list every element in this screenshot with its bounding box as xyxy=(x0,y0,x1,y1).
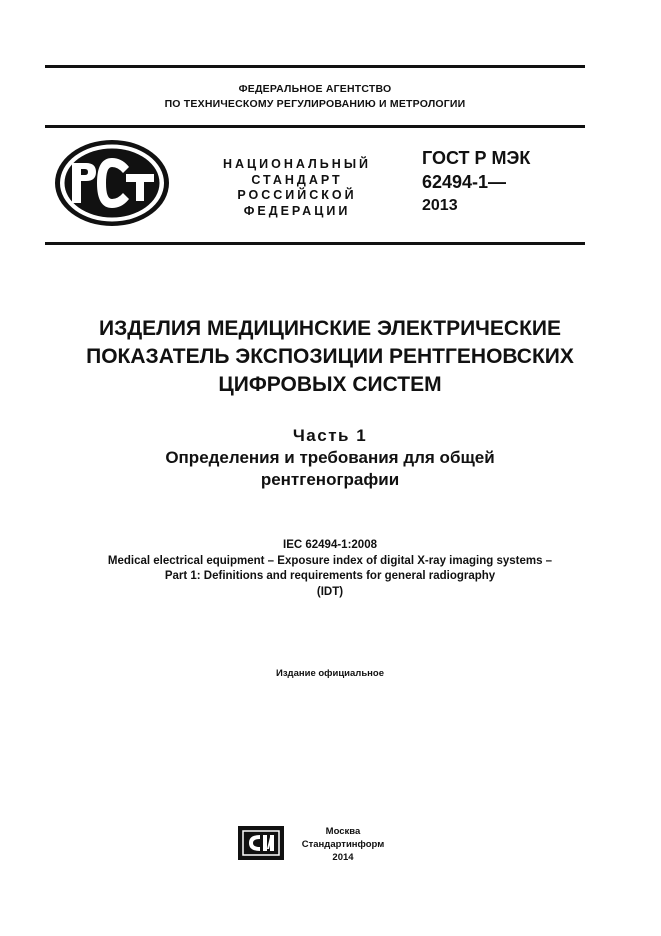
agency-name xyxy=(45,82,585,112)
publisher-info xyxy=(298,825,388,864)
header-bottom-rule xyxy=(45,242,585,245)
official-edition-label: Издание официальное xyxy=(276,668,384,679)
title-line-2: ПОКАЗАТЕЛЬ ЭКСПОЗИЦИИ РЕНТГЕНОВСКИХ xyxy=(86,345,574,368)
title-line-3: ЦИФРОВЫХ СИСТЕМ xyxy=(218,373,442,396)
document-title xyxy=(45,315,615,399)
national-standard-line-2: СТАНДАРТ xyxy=(251,172,343,187)
title-line-1: ИЗДЕЛИЯ МЕДИЦИНСКИЕ ЭЛЕКТРИЧЕСКИЕ xyxy=(98,317,562,340)
iec-code: IEC 62494-1:2008 xyxy=(283,539,377,551)
top-rule xyxy=(45,65,585,68)
designation-line-1: ГОСТ Р МЭК xyxy=(422,148,531,168)
standard-designation xyxy=(422,146,592,218)
national-standard-line-4: ФЕДЕРАЦИИ xyxy=(243,203,351,218)
national-standard-label xyxy=(212,157,382,219)
agency-line-1: ФЕДЕРАЛЬНОЕ АГЕНТСТВО xyxy=(238,83,392,95)
iec-title-line-2: Part 1: Definitions and requirements for general radiography xyxy=(164,570,496,582)
designation-line-2: 62494-1— xyxy=(422,172,507,192)
part-heading xyxy=(45,425,615,491)
designation-year: 2013 xyxy=(422,197,458,214)
part-subtitle-line-1: Определения и требования для общей xyxy=(165,448,495,467)
publisher-city: Москва xyxy=(325,826,361,837)
agency-line-2: ПО ТЕХНИЧЕСКОМУ РЕГУЛИРОВАНИЮ И МЕТРОЛОГИИ xyxy=(164,98,466,110)
national-standard-line-3: РОССИЙСКОЙ xyxy=(237,188,357,202)
iec-idt: (IDT) xyxy=(316,585,344,598)
iec-reference xyxy=(20,538,640,600)
part-label: Часть 1 xyxy=(292,426,368,445)
part-subtitle-line-2: рентгенографии xyxy=(260,470,400,489)
publisher-year: 2014 xyxy=(332,852,354,863)
header-rule xyxy=(45,125,585,128)
iec-title-line-1: Medical electrical equipment – Exposure index of digital X-ray imaging systems – xyxy=(107,554,553,567)
standartinform-logo-icon xyxy=(238,826,284,860)
publisher-name: Стандартинформ xyxy=(301,839,385,850)
national-standard-line-1: НАЦИОНАЛЬНЫЙ xyxy=(222,157,372,171)
rst-certification-mark-icon xyxy=(52,137,172,229)
